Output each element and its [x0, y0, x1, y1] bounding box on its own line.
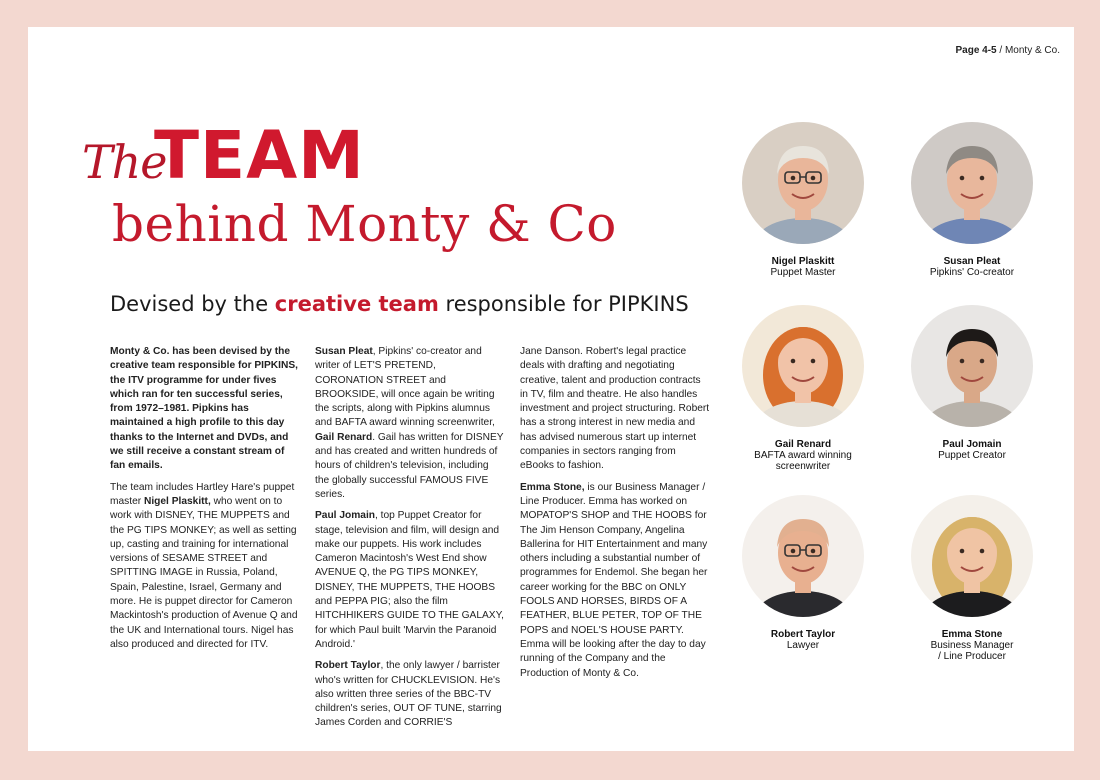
- team-member-role: Puppet Creator: [938, 450, 1006, 461]
- portrait-photo: [911, 305, 1033, 427]
- page-subtitle: [110, 292, 730, 316]
- gail-name: Gail Renard: [315, 431, 373, 443]
- title-team: TEAM: [154, 117, 365, 194]
- team-member-card: [897, 495, 1047, 662]
- portrait-photo: [742, 305, 864, 427]
- team-member-name: Gail Renard: [774, 439, 832, 450]
- portrait-photo: [911, 495, 1033, 617]
- nigel-text-1: The team includes Hartley Hare's puppet master: [110, 481, 295, 507]
- team-member-name: Robert Taylor: [770, 629, 836, 640]
- emma-text: is our Business Manager / Line Producer. Emma has worked on MOPATOP'S SHOP and THE HOOBS for The Jim Henson Company, Angelina Ballerina for HIT Entertainment and many others including a substantial number of programmes for Endemol. She began her career working for the BBC on ONLY FOOLS AND HORSES, BIRDS OF A FEATHER, BLUE PETER, TOP OF THE POPS and NOEL'S HOUSE PARTY. Emma will be looking after the day to day running of the Company and the Production of Monty & Co.: [520, 481, 708, 679]
- header-separator: /: [999, 45, 1003, 56]
- page-header: [955, 45, 1060, 56]
- portrait-illustration: [742, 495, 864, 617]
- paul-text: , top Puppet Creator for stage, television and film, will design and make our puppets. His work includes Cameron Macintosh's West End show AVENUE Q, the PG TIPS MONKEY, DISNEY, THE MUPPETS, THE HOOBS and PEPPA PIG; also the film HITCHHIKERS GUIDE TO THE GALAXY, for which Paul built 'Marvin the Paranoid Android.': [315, 510, 504, 650]
- portrait-illustration: [911, 122, 1033, 244]
- nigel-text-2: who went on to work with DISNEY, THE MUPPETS and the PG TIPS MONKEY; as well as setting up, casting and training for international versions of SESAME STREET and SPITTING IMAGE in Russia, Poland, Spain, Palestine, Israel, Germany and more. He is puppet director for Cameron Mackintosh's production of Avenue Q and the UK and International tours. Nigel has also produced and directed for ITV.: [110, 495, 298, 650]
- paul-paragraph: [315, 509, 505, 652]
- team-member-role: Business Manager / Line Producer: [930, 640, 1014, 662]
- title-the: The: [82, 135, 167, 189]
- nigel-name: Nigel Plaskitt,: [143, 495, 211, 507]
- team-member-role: Puppet Master: [770, 267, 836, 278]
- nigel-paragraph: [110, 481, 300, 653]
- subtitle-pre: Devised by the: [110, 292, 275, 316]
- team-member-role: Pipkins' Co-creator: [929, 267, 1015, 278]
- team-member-card: [897, 305, 1047, 461]
- team-member-name: Susan Pleat: [943, 256, 1001, 267]
- portrait-illustration: [742, 305, 864, 427]
- team-member-card: [728, 305, 878, 472]
- text-column-2: [315, 345, 505, 738]
- robert-continued-paragraph: Jane Danson. Robert's legal practice deals with drafting and negotiating creative, talent and production contracts in TV, film and theatre. He also handles investment and project structuring. Robert has a strong interest in new media and has advised numerous start up internet companies in sectors ranging from eBooks to fashion.: [520, 346, 710, 472]
- portrait-illustration: [911, 495, 1033, 617]
- robert-name: Robert Taylor: [315, 660, 381, 672]
- portrait-photo: [911, 122, 1033, 244]
- robert-text: , the only lawyer / barrister who's written for CHUCKLEVISION. He's also written three series of the BBC-TV children's series, OUT OF TUNE, starring James Corden and CORRIE'S: [315, 660, 502, 729]
- brochure-page: [28, 27, 1074, 751]
- robert-paragraph: [315, 659, 505, 730]
- portrait-photo: [742, 122, 864, 244]
- team-member-name: Paul Jomain: [942, 439, 1002, 450]
- susan-name: Susan Pleat: [315, 346, 373, 357]
- emma-paragraph: [520, 481, 710, 681]
- subtitle-post: responsible for PIPKINS: [438, 292, 689, 316]
- team-member-card: [728, 122, 878, 278]
- team-member-role: Lawyer: [786, 640, 820, 651]
- subtitle-accent: creative team: [274, 292, 439, 316]
- susan-text-2: . Gail has written for DISNEY and has created and written hundreds of hours of children's television, including the globally successful FAMOUS FIVE series.: [315, 431, 504, 500]
- portrait-illustration: [911, 305, 1033, 427]
- page-number: Page 4-5: [955, 45, 997, 56]
- team-member-name: Nigel Plaskitt: [771, 256, 835, 267]
- team-member-role: BAFTA award winning screenwriter: [754, 450, 852, 472]
- team-member-card: [728, 495, 878, 651]
- header-brand: Monty & Co.: [1004, 45, 1060, 56]
- title-behind: behind Monty & Co: [112, 195, 617, 253]
- susan-paragraph: [315, 345, 505, 502]
- team-member-card: [897, 122, 1047, 278]
- susan-text-1: , Pipkins' co-creator and writer of LET'S PRETEND, CORONATION STREET and BROOKSIDE, will once again be writing the scripts, along with Pipkins alumnus and BAFTA award winning screenwriter,: [315, 346, 495, 429]
- portrait-photo: [742, 495, 864, 617]
- intro-paragraph: Monty & Co. has been devised by the creative team responsible for PIPKINS, the ITV programme for under fives which ran for ten successful series, from 1972–1981. Pipkins has maintained a high profile to this day thanks to the Internet and DVDs, and we still receive a constant stream of fan emails.: [110, 346, 298, 472]
- portrait-illustration: [742, 122, 864, 244]
- emma-name: Emma Stone,: [520, 481, 585, 493]
- paul-name: Paul Jomain: [315, 510, 376, 522]
- team-member-name: Emma Stone: [941, 629, 1003, 640]
- text-column-3: [520, 345, 710, 688]
- text-column-1: [110, 345, 300, 659]
